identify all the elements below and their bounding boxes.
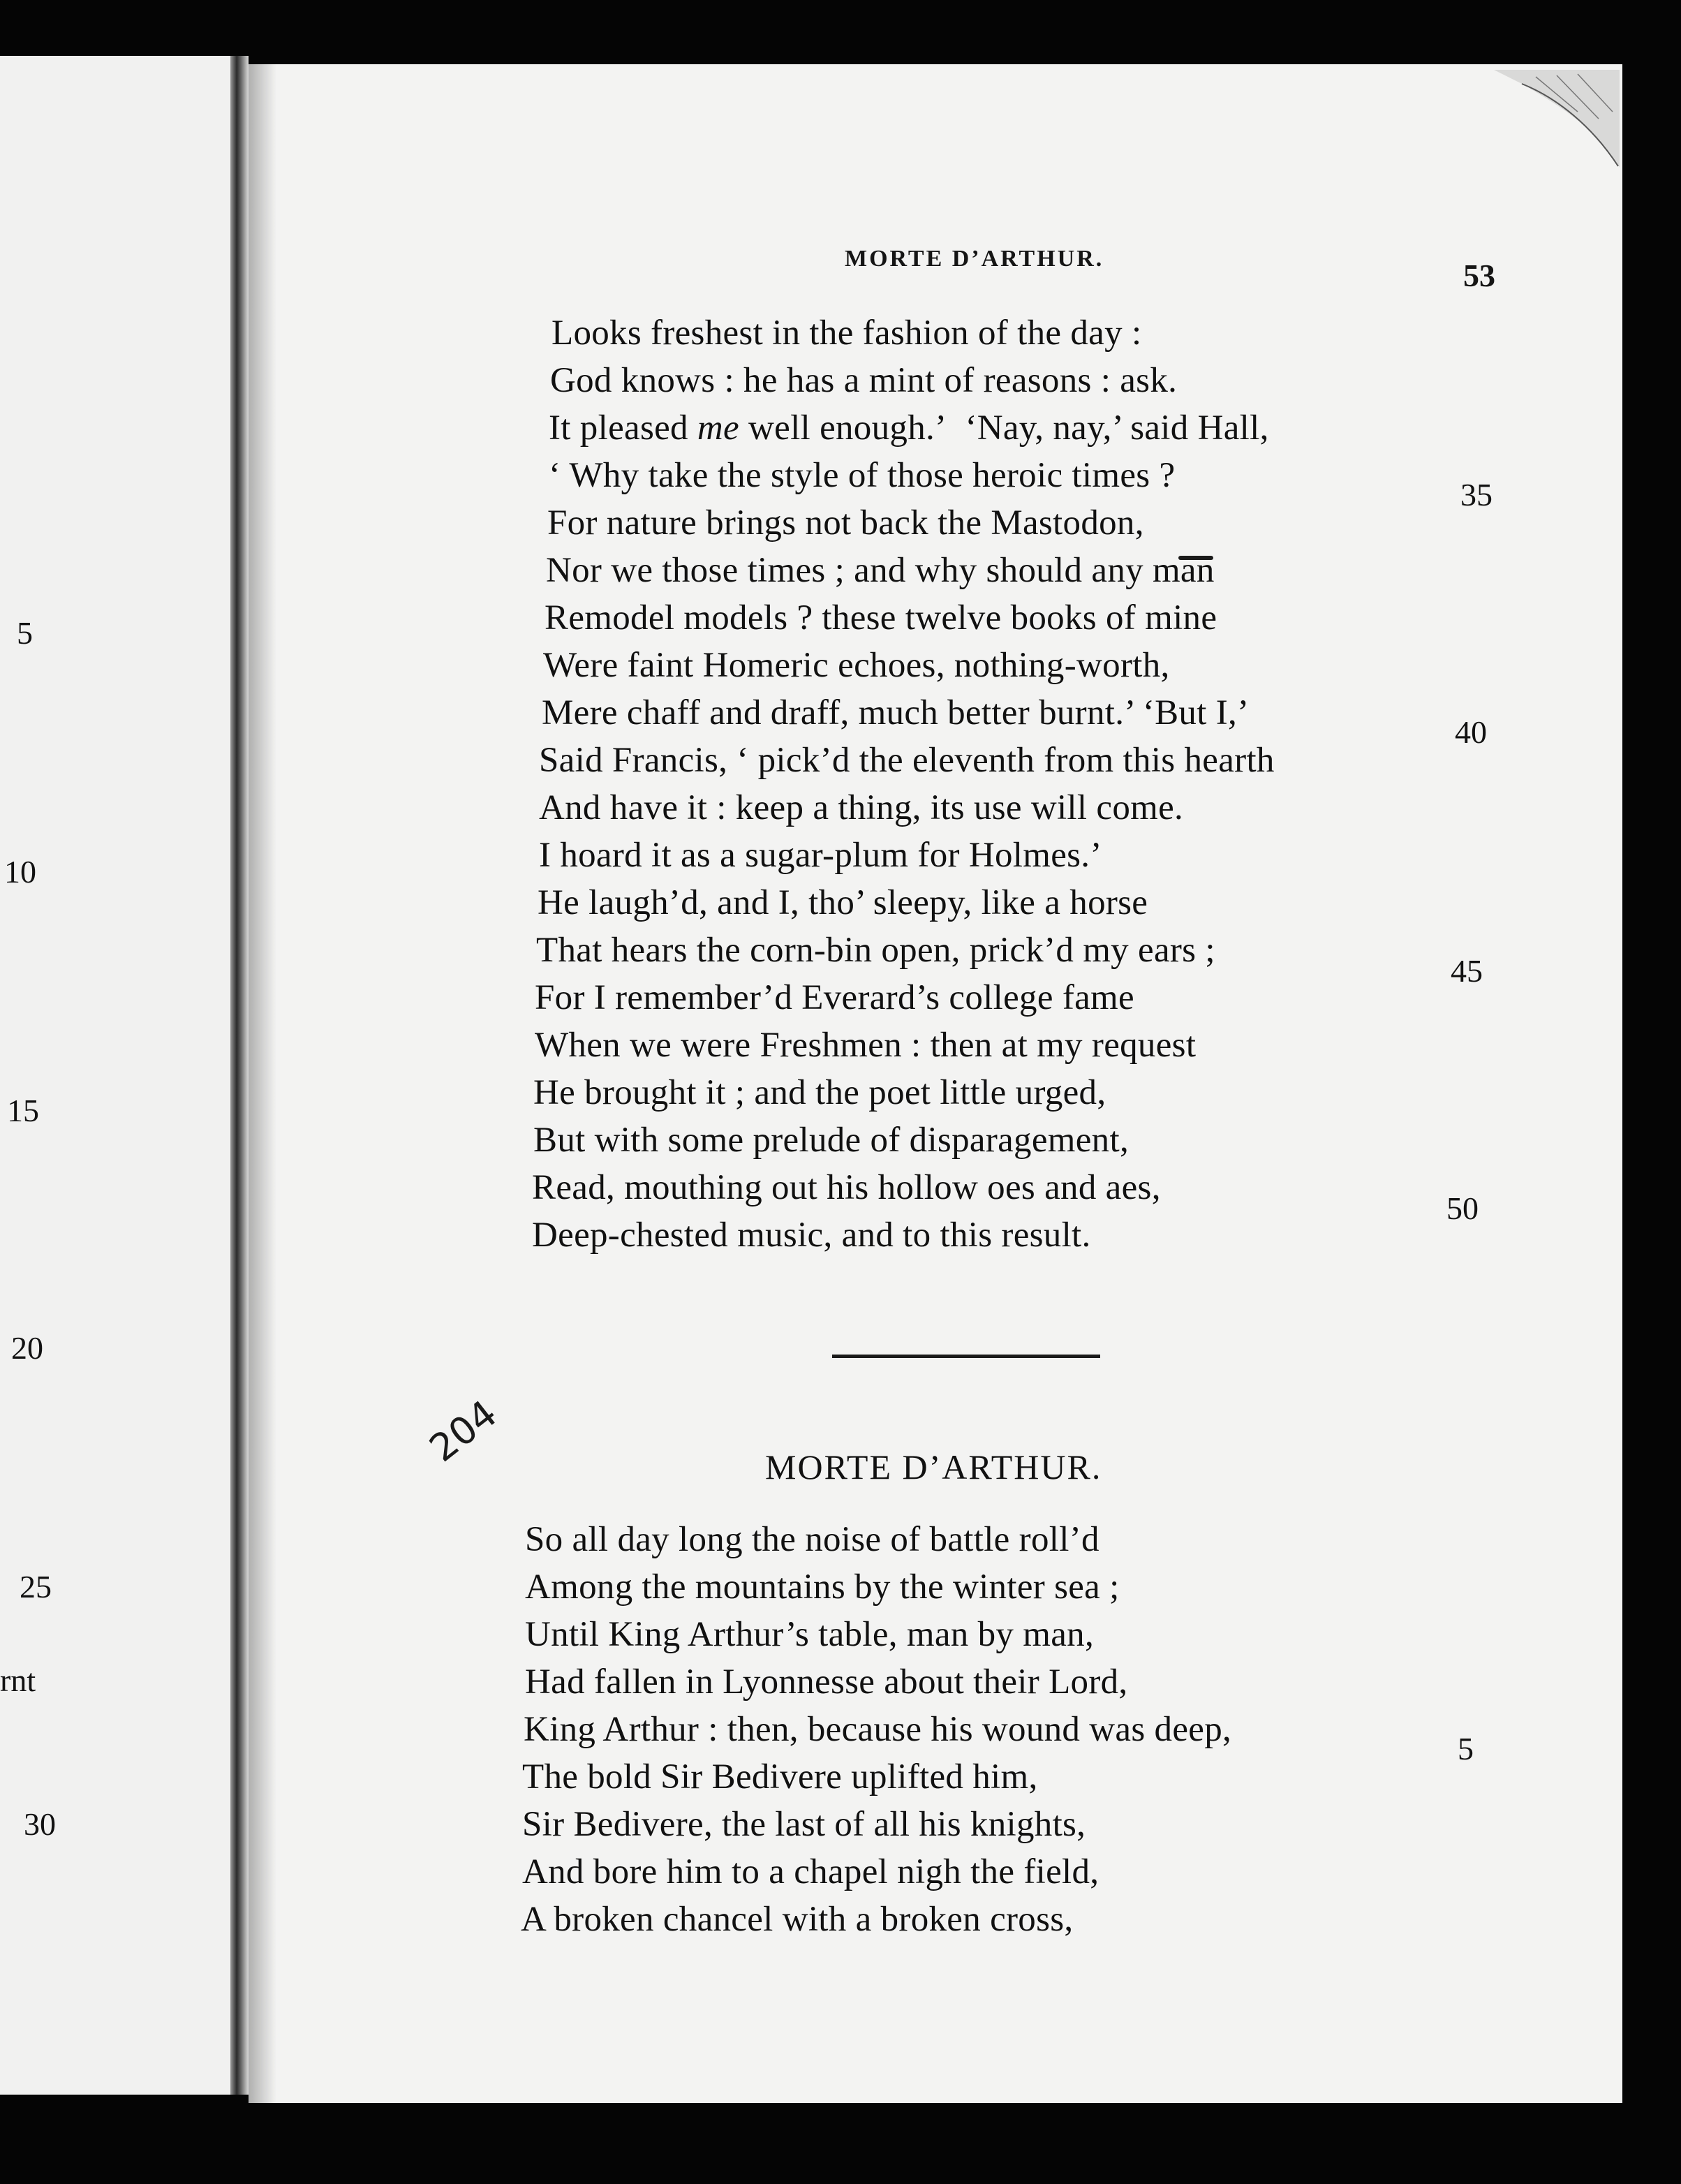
text-line: I hoard it as a sugar-plum for Holmes.’ xyxy=(539,836,1102,875)
poem-line: And bore him to a chapel nigh the field, xyxy=(522,1852,1099,1891)
poem-line: Had fallen in Lyonnesse about their Lord, xyxy=(525,1662,1128,1702)
text-line: For nature brings not back the Mastodon, xyxy=(547,503,1144,543)
poem-line: The bold Sir Bedivere uplifted him, xyxy=(522,1757,1038,1796)
poem-line: So all day long the noise of battle roll’d xyxy=(525,1520,1099,1559)
text-line: Said Francis, ‘ pick’d the eleventh from this hearth xyxy=(539,741,1275,780)
left-line-number: 15 xyxy=(7,1093,39,1128)
text-line: That hears the corn-bin open, prick’d my ears ; xyxy=(536,931,1215,970)
left-line-number: 30 xyxy=(24,1806,56,1842)
text-line: Deep-chested music, and to this result. xyxy=(532,1216,1091,1255)
text-line: For I remember’d Everard’s college fame xyxy=(535,978,1134,1017)
text-line: Remodel models ? these twelve books of mine xyxy=(545,598,1217,637)
scan-border xyxy=(1622,64,1681,2184)
text-line: It pleased me well enough.’ ‘Nay, nay,’ said Hall, xyxy=(549,408,1269,448)
folded-corner xyxy=(1494,70,1620,168)
book-gutter xyxy=(230,56,249,2095)
line-number: 35 xyxy=(1460,477,1493,512)
poem-line: King Arthur : then, because his wound was deep, xyxy=(524,1710,1232,1749)
running-head: MORTE D’ARTHUR. xyxy=(845,246,1104,272)
poem-line: A broken chancel with a broken cross, xyxy=(521,1900,1074,1939)
line-number: 50 xyxy=(1446,1190,1479,1226)
left-line-number: 25 xyxy=(20,1569,52,1604)
text-line: ‘ Why take the style of those heroic times ? xyxy=(549,456,1176,495)
text-line: Mere chaff and draff, much better burnt.’ ‘But I,’ xyxy=(542,693,1250,732)
text-line: Looks freshest in the fashion of the day : xyxy=(551,313,1142,353)
left-page-fragment: rnt xyxy=(0,1662,36,1698)
line-number: 40 xyxy=(1455,714,1487,750)
text-line: Were faint Homeric echoes, nothing-worth, xyxy=(543,646,1170,685)
poem-line: Until King Arthur’s table, man by man, xyxy=(525,1615,1095,1654)
poem-line: Among the mountains by the winter sea ; xyxy=(525,1567,1120,1607)
text-line: He brought it ; and the poet little urged, xyxy=(533,1073,1106,1112)
poem-line: Sir Bedivere, the last of all his knights, xyxy=(522,1805,1086,1844)
text-line: Read, mouthing out his hollow oes and aes, xyxy=(532,1168,1161,1207)
handwritten-note: 204 xyxy=(421,1391,505,1471)
text-line: But with some prelude of disparagement, xyxy=(533,1121,1130,1160)
text-line: And have it : keep a thing, its use will come. xyxy=(539,788,1184,827)
text-line: Nor we those times ; and why should any man xyxy=(546,551,1215,590)
previous-page xyxy=(0,56,230,2095)
page-shadow xyxy=(249,64,276,2103)
line-number: 5 xyxy=(1458,1731,1474,1766)
text-line: God knows : he has a mint of reasons : ask. xyxy=(550,361,1178,400)
section-rule xyxy=(832,1355,1100,1358)
italic-word: me xyxy=(697,408,739,448)
left-line-number: 10 xyxy=(4,854,36,890)
line-number: 45 xyxy=(1451,953,1483,989)
text-line: He laugh’d, and I, tho’ sleepy, like a horse xyxy=(538,883,1148,922)
left-line-number: 5 xyxy=(17,615,33,651)
text-line: When we were Freshmen : then at my request xyxy=(535,1026,1197,1065)
page-number: 53 xyxy=(1463,258,1495,293)
left-line-number: 20 xyxy=(11,1330,43,1366)
poem-title: MORTE D’ARTHUR. xyxy=(765,1447,1102,1486)
